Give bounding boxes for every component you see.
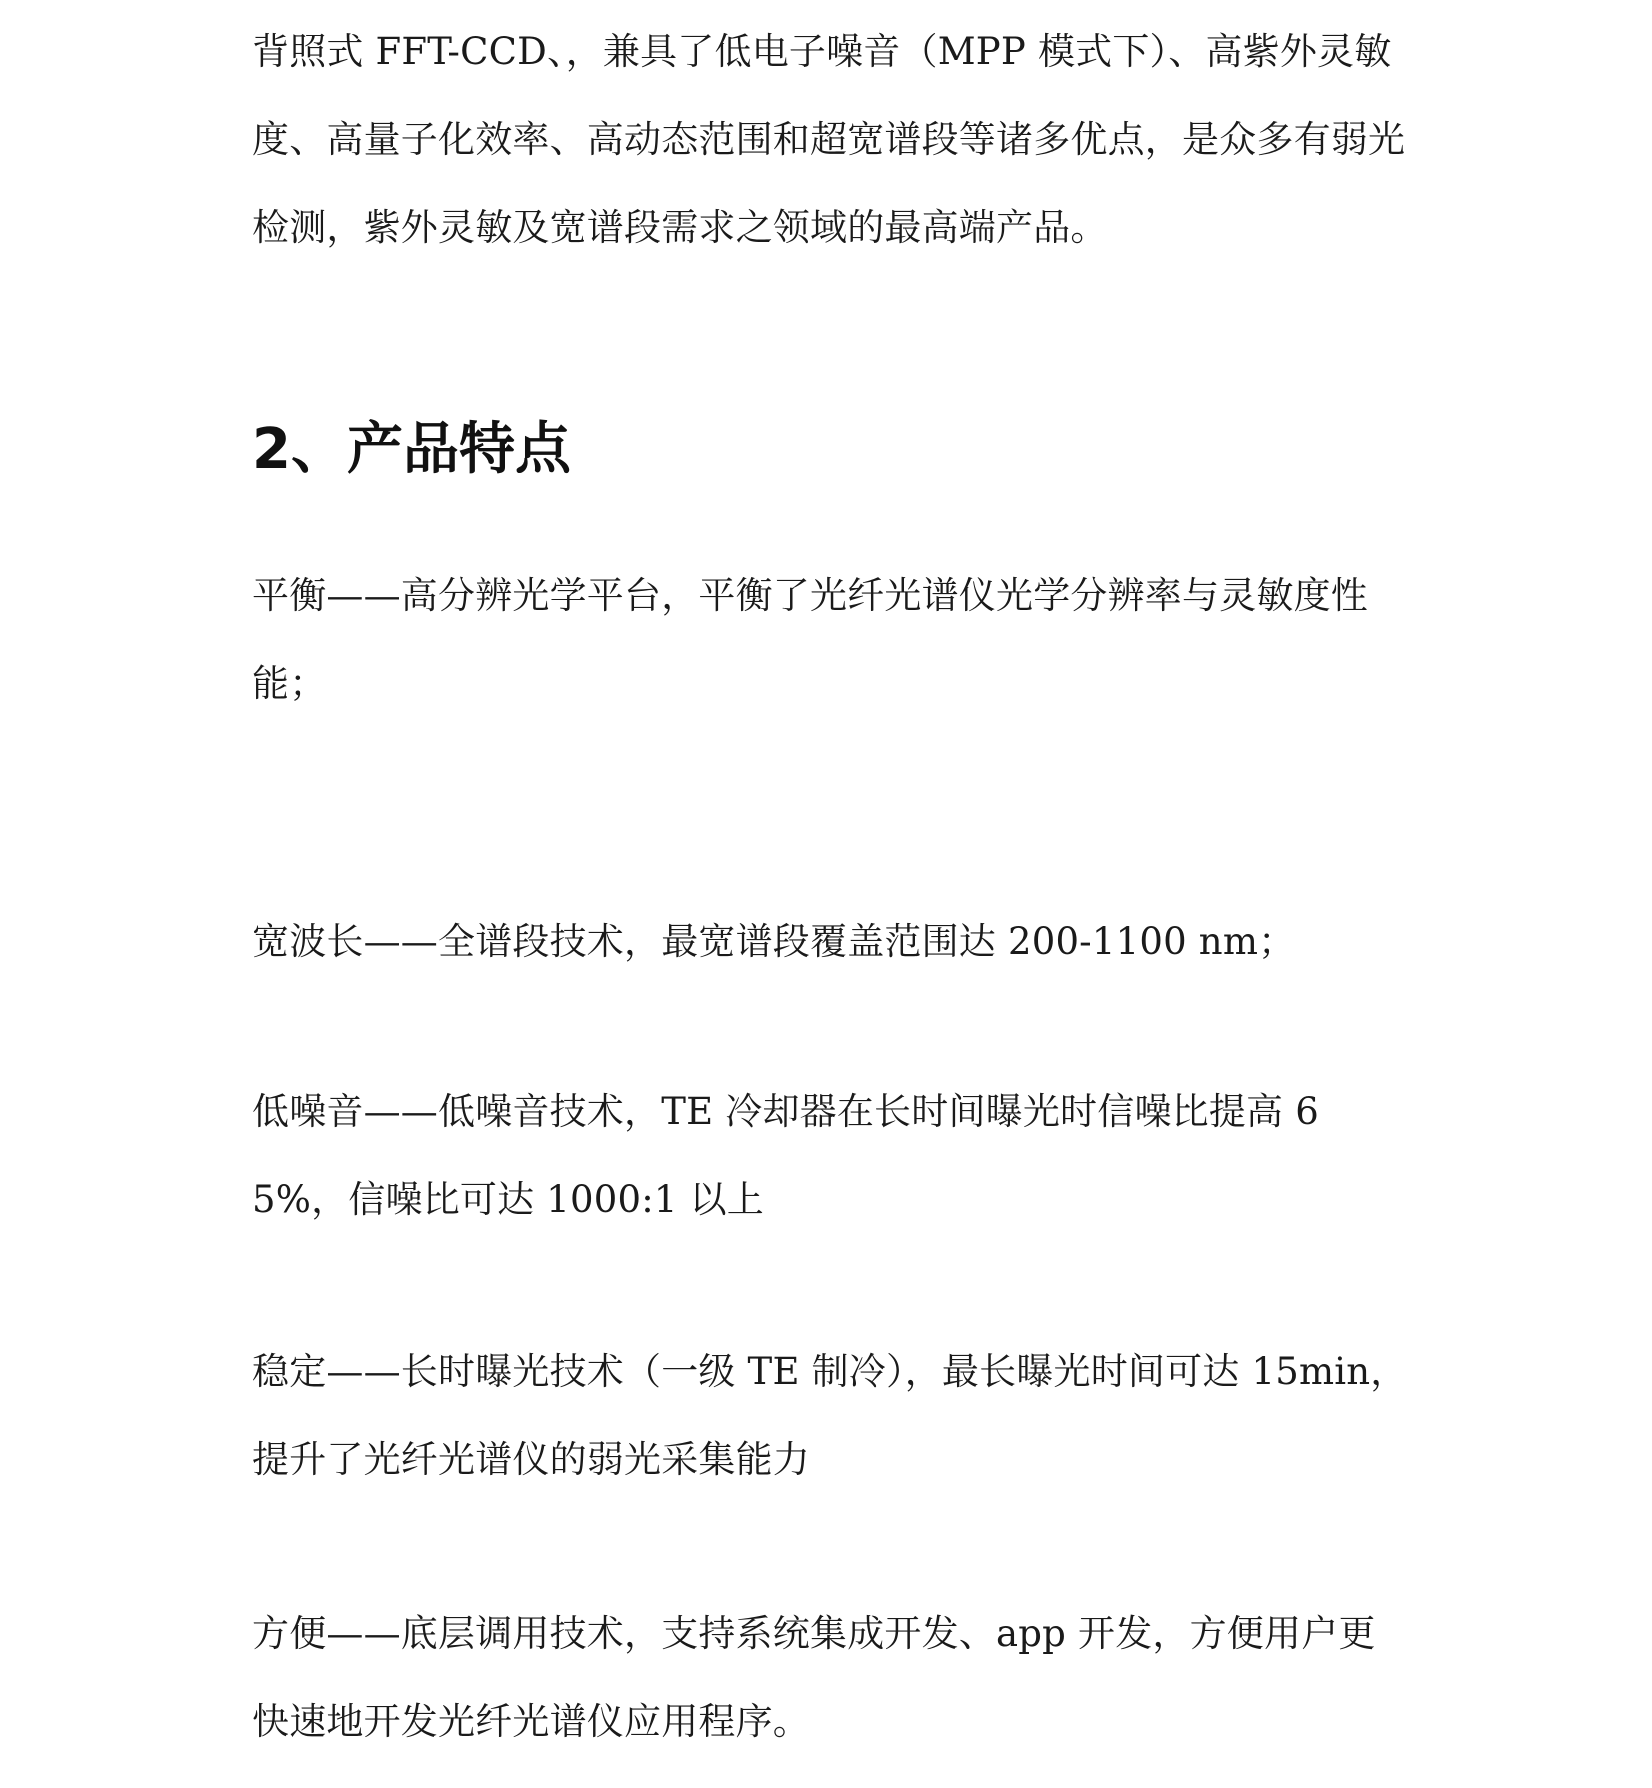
- section-heading: 2、产品特点: [252, 417, 571, 482]
- feature-balance: 平衡——高分辨光学平台，平衡了光纤光谱仪光学分辨率与灵敏度性能；: [252, 574, 1368, 705]
- feature-wide-wavelength: 宽波长——全谱段技术，最宽谱段覆盖范围达 200-1100 nm；: [252, 920, 1296, 963]
- intro-paragraph: 背照式 FFT-CCD、，兼具了低电子噪音（MPP 模式下）、高紫外灵敏度、高量子化效率、高动态范围和超宽谱段等诸多优点，是众多有弱光检测，紫外灵敏及宽谱段需求之领域的最高端产品。: [252, 30, 1406, 249]
- feature-low-noise: 低噪音——低噪音技术，TE 冷却器在长时间曝光时信噪比提高 65%，信噪比可达 1000:1 以上: [252, 1090, 1319, 1221]
- feature-convenient: 方便——底层调用技术，支持系统集成开发、app 开发，方便用户更快速地开发光纤光谱仪应用程序。: [252, 1612, 1376, 1743]
- feature-stable: 稳定——长时曝光技术（一级 TE 制冷），最长曝光时间可达 15min，提升了光纤光谱仪的弱光采集能力: [252, 1350, 1408, 1481]
